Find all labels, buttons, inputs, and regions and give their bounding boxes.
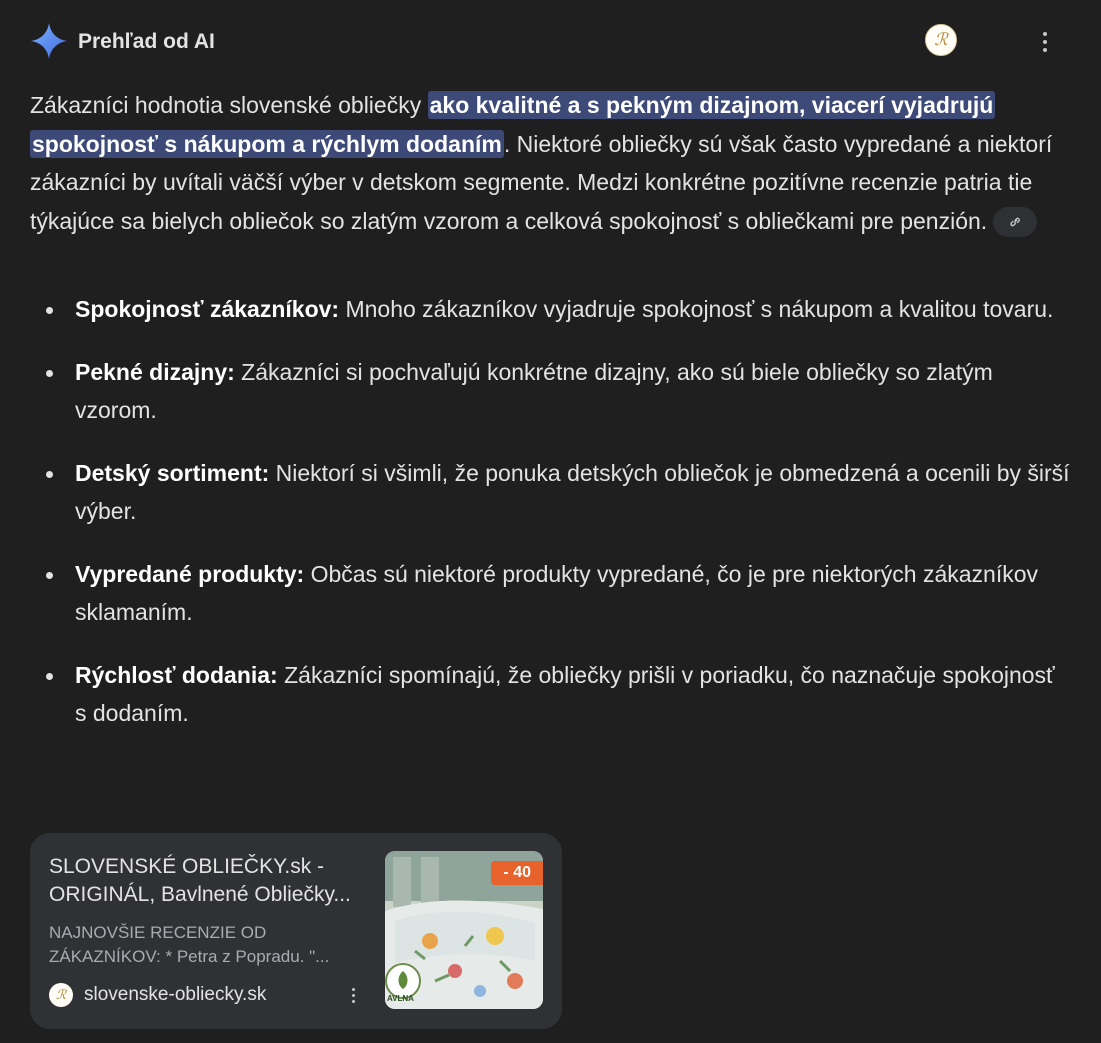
source-link-chip[interactable]	[993, 207, 1037, 237]
list-item: Vypredané produkty: Občas sú niektoré produkty vypredané, čo je pre niektorých zákazníkov sklamaním.	[30, 555, 1070, 632]
list-item: Spokojnosť zákazníkov: Mnoho zákazníkov vyjadruje spokojnosť s nákupom a kvalitou tovaru.	[30, 290, 1070, 329]
source-card-domain: slovenske-obliecky.sk	[84, 984, 267, 1005]
ai-overview-title: Prehľad od AI	[78, 30, 215, 53]
thumb-brand-label: AVLNA	[387, 994, 414, 1003]
summary-bullet-list	[30, 290, 1070, 757]
summary-rest: . Niektoré obliečky sú však často vypredané a niektorí zákazníci by uvítali väčší výber v detskom segmente. Medzi konkrétne pozitívne recenzie patria tie týkajúce sa bielych obliečok so zlatým vzorom a celková spokojnosť s obliečkami pre penzión.	[30, 130, 1053, 234]
link-icon	[1007, 214, 1023, 230]
more-vert-icon	[1043, 32, 1047, 36]
site-avatar[interactable]: ℛ	[925, 24, 957, 56]
source-card-site	[49, 981, 369, 1009]
list-item: Rýchlosť dodania: Zákazníci spomínajú, že obliečky prišli v poriadku, čo naznačuje spokojnosť s dodaním.	[30, 656, 1070, 733]
card-more-button[interactable]	[347, 983, 359, 1007]
ai-overview-header	[30, 22, 1061, 62]
summary-highlight: ako kvalitné a s pekným dizajnom, viacerí vyjadrujú spokojnosť s nákupom a rýchlym dodaním	[32, 92, 994, 157]
source-card-snippet: NAJNOVŠIE RECENZIE OD ZÁKAZNÍKOV: * Petra z Popradu. "...	[49, 923, 330, 966]
site-favicon: ℛ	[49, 983, 73, 1007]
summary-paragraph	[30, 86, 1070, 240]
source-card[interactable]	[30, 833, 562, 1029]
product-thumbnail[interactable]	[385, 851, 543, 1009]
discount-badge: - 40	[491, 861, 543, 885]
list-item: Pekné dizajny: Zákazníci si pochvaľujú konkrétne dizajny, ako sú biele obliečky so zlatým vzorom.	[30, 353, 1070, 430]
summary-lead: Zákazníci hodnotia slovenské obliečky	[30, 92, 428, 118]
more-options-button[interactable]	[1033, 26, 1057, 58]
list-item: Detský sortiment: Niektorí si všimli, že ponuka detských obliečok je obmedzená a ocenili by širší výber.	[30, 454, 1070, 531]
more-vert-icon	[352, 988, 355, 991]
sparkle-icon	[30, 22, 68, 60]
source-card-title[interactable]: SLOVENSKÉ OBLIEČKY.sk - ORIGINÁL, Bavlnené Obliečky...	[49, 855, 351, 906]
